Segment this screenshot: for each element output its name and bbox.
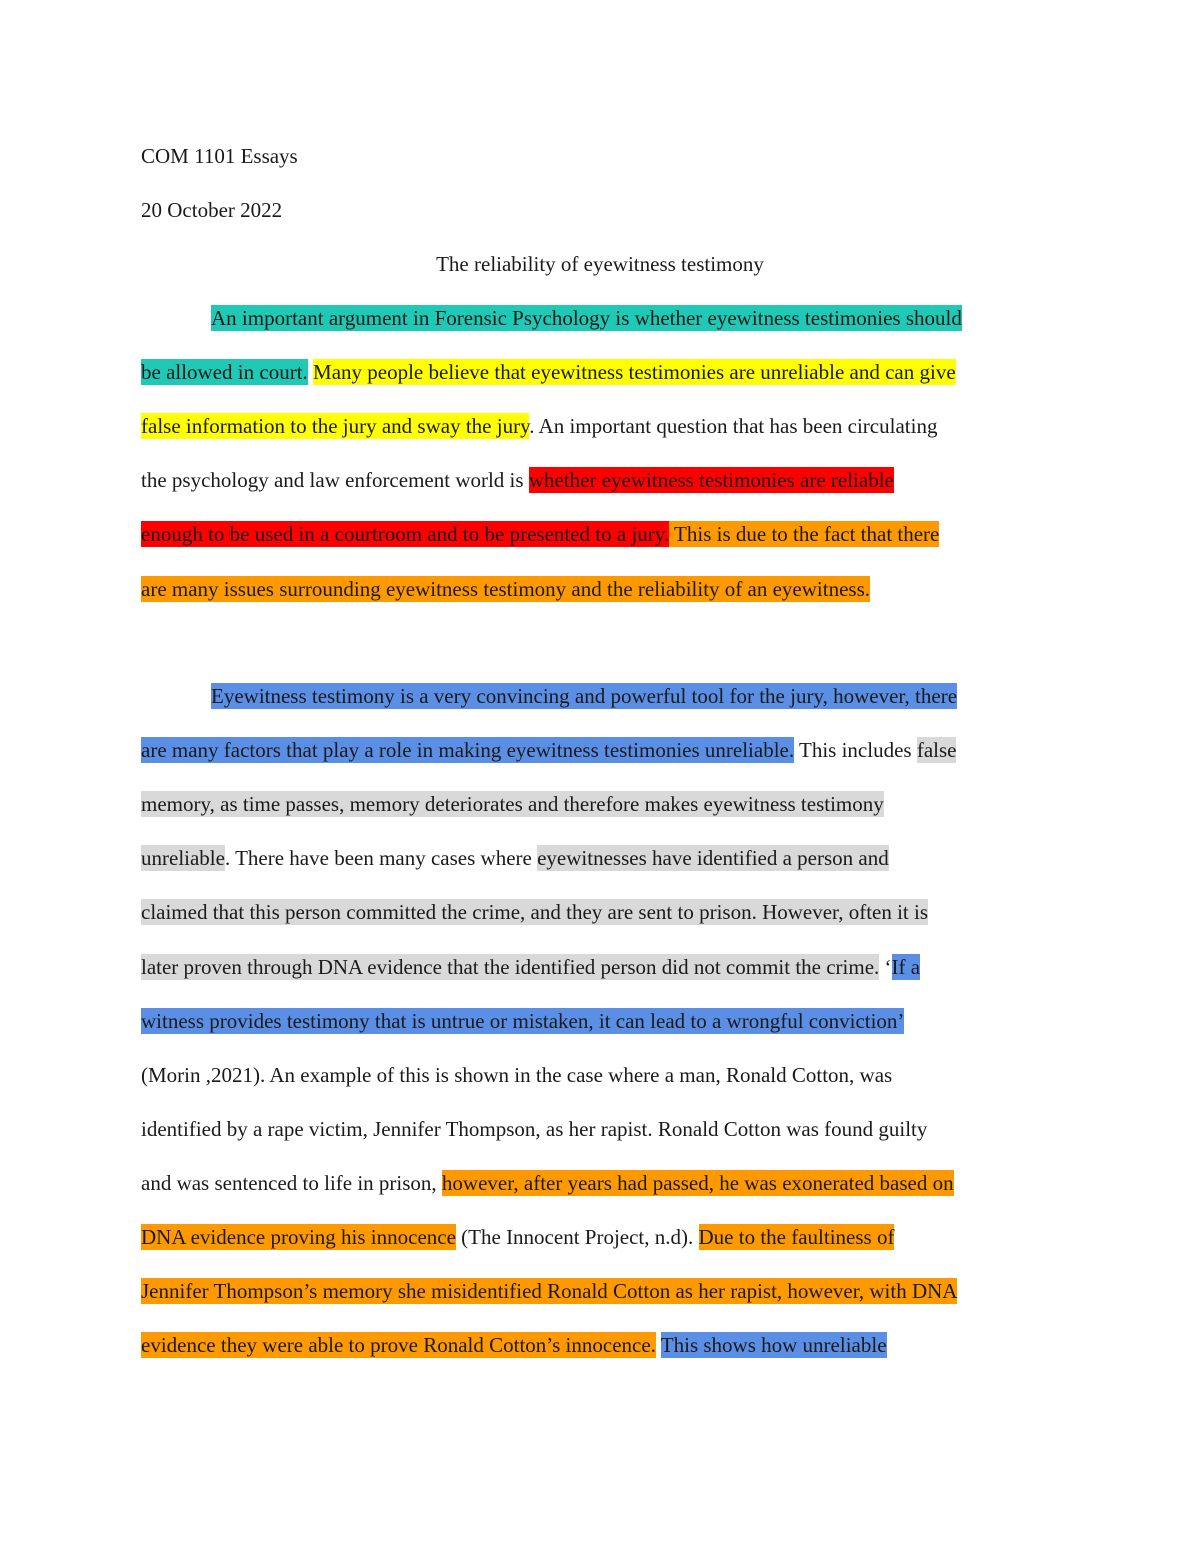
highlight-gray: later proven through DNA evidence that the identified person did not commit the crime.	[141, 954, 880, 979]
text-run: identified by a rape victim, Jennifer Thompson, as her rapist. Ronald Cotton was found guilty	[141, 1116, 928, 1141]
text-line	[141, 575, 870, 603]
text-run: (Morin ,2021). An example of this is shown in the case where a man, Ronald Cotton, was	[141, 1062, 893, 1087]
highlight-orange: DNA evidence proving his innocence	[141, 1225, 456, 1249]
highlight-red: enough to be used in a courtroom and to be presented to a jury.	[141, 522, 670, 547]
text-line	[141, 844, 889, 872]
highlight-yellow: false information to the jury and sway the jury	[141, 414, 530, 439]
highlight-blue: are many factors that play a role in making eyewitness testimonies unreliable.	[141, 738, 795, 763]
highlight-teal: be allowed in court.	[141, 360, 308, 385]
text-line	[211, 682, 957, 710]
highlight-blue: witness provides testimony that is untrue or mistaken, it can lead to a wrongful conviction’	[141, 1008, 905, 1033]
highlight-orange: Due to the faultiness of	[698, 1225, 895, 1249]
highlight-orange: however, after years had passed, he was exonerated based on	[441, 1170, 954, 1195]
highlight-gray: claimed that this person committed the crime, and they are sent to prison. However, often it is	[141, 900, 929, 925]
text-run: (The Innocent Project, n.d).	[455, 1225, 699, 1249]
date-heading: 20 October 2022	[141, 198, 283, 222]
highlight-blue: If a	[891, 954, 921, 979]
text-run: This includes	[794, 738, 917, 763]
text-line	[141, 1223, 894, 1251]
highlight-blue: Eyewitness testimony is a very convincing and powerful tool for the jury, however, there	[211, 684, 958, 708]
text-run: . An important question that has been circulating	[529, 414, 938, 439]
text-line	[211, 304, 962, 332]
highlight-blue: This shows how unreliable	[660, 1333, 887, 1358]
highlight-orange: Jennifer Thompson’s memory she misidentified Ronald Cotton as her rapist, however, with DNA	[141, 1279, 958, 1304]
text-run: the psychology and law enforcement world is	[141, 468, 529, 493]
highlight-orange: are many issues surrounding eyewitness testimony and the reliability of an eyewitness.	[141, 576, 871, 601]
text-run: ‘	[879, 954, 892, 979]
text-line	[141, 1061, 892, 1089]
text-line	[141, 466, 894, 494]
text-line	[141, 790, 884, 818]
text-line	[141, 1331, 887, 1359]
text-line	[141, 1169, 954, 1197]
text-run: and was sentenced to life in prison,	[141, 1170, 442, 1195]
text-line	[141, 736, 956, 764]
highlight-orange: evidence they were able to prove Ronald Cotton’s innocence.	[141, 1333, 656, 1358]
highlight-gray: false	[916, 738, 957, 763]
highlight-red: whether eyewitness testimonies are reliable	[528, 468, 894, 493]
highlight-gray: unreliable	[141, 846, 225, 871]
essay-title: The reliability of eyewitness testimony	[436, 252, 764, 276]
highlight-teal: An important argument in Forensic Psychology is whether eyewitness testimonies should	[211, 306, 962, 330]
text-line	[141, 520, 939, 548]
text-line	[141, 898, 928, 926]
text-line	[141, 358, 956, 386]
text-line	[141, 1277, 957, 1305]
text-run: . There have been many cases where	[224, 846, 538, 871]
text-line	[141, 412, 937, 440]
highlight-gray: eyewitnesses have identified a person and	[537, 846, 889, 871]
text-line	[141, 1007, 904, 1035]
highlight-orange: This is due to the fact that there	[669, 522, 940, 547]
highlight-yellow: Many people believe that eyewitness testimonies are unreliable and can give	[313, 360, 956, 385]
course-heading: COM 1101 Essays	[141, 144, 298, 168]
text-line	[141, 953, 920, 981]
highlight-gray: memory, as time passes, memory deteriorates and therefore makes eyewitness testimony	[141, 792, 884, 817]
text-line	[141, 1115, 927, 1143]
